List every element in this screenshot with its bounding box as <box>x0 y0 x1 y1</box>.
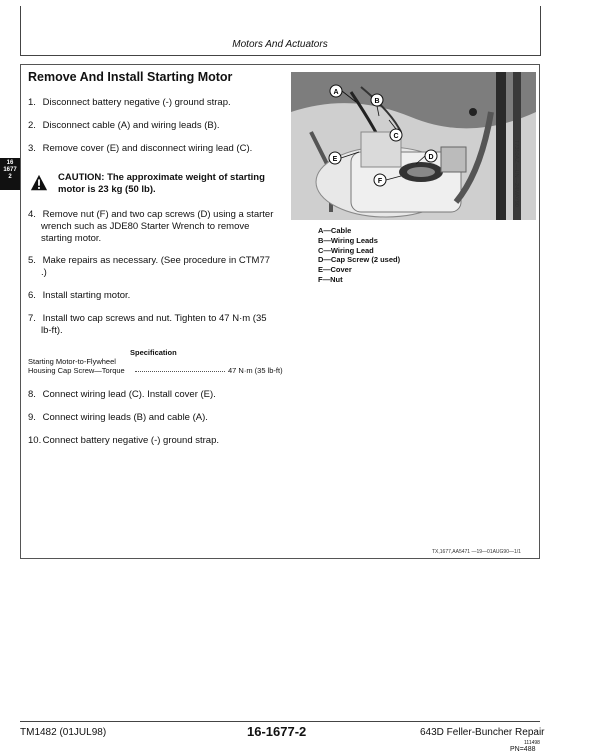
callout-D: D <box>428 154 434 161</box>
footer-manual-id: TM1482 (01JUL98) <box>20 727 107 738</box>
step-3: 3. Remove cover (E) and disconnect wiring lead (C). <box>28 143 253 154</box>
figure-code: TX,1677,AA5471 —19—01AUG90—1/1 <box>432 549 521 555</box>
legend-item: A—Cable <box>318 226 352 235</box>
callout-A: A <box>333 89 339 96</box>
section-tab-line1: 16 <box>6 160 14 166</box>
section-title: Remove And Install Starting Motor <box>28 70 233 84</box>
footer-rule <box>20 721 540 722</box>
frame-right-rule <box>540 6 541 56</box>
step-6: 6. Install starting motor. <box>28 290 131 301</box>
spec-heading: Specification <box>130 348 177 357</box>
section-tab <box>0 158 20 190</box>
page-header-title: Motors And Actuators <box>232 39 328 50</box>
step-2: 2. Disconnect cable (A) and wiring leads (B). <box>28 120 220 131</box>
header-rule <box>20 55 540 56</box>
spec-leader-dots <box>135 371 225 372</box>
footer-pn: PN=488 <box>510 746 536 753</box>
footer-page-number: 16-1677-2 <box>247 724 307 739</box>
spec-value: 47 N·m (35 lb-ft) <box>228 366 283 375</box>
callout-E: E <box>332 156 338 163</box>
legend-item: E—Cover <box>318 265 352 275</box>
step-1: 1. Disconnect battery negative (-) ground strap. <box>28 97 231 108</box>
caution-block <box>28 170 288 200</box>
section-tab-line2: 1677 <box>3 167 17 173</box>
section-tab-line3: 2 <box>8 174 12 180</box>
spec-line-2: Housing Cap Screw—Torque <box>28 366 125 375</box>
callout-B: B <box>374 98 380 105</box>
step-8: 8. Connect wiring lead (C). Install cover (E). <box>28 389 216 400</box>
caution-text: CAUTION: The approximate weight of starting motor is 23 kg (50 lb). <box>58 172 265 195</box>
spec-line-1: Starting Motor-to-Flywheel <box>28 357 116 366</box>
callout-C: C <box>393 133 399 140</box>
step-4: 4. Remove nut (F) and two cap screws (D) using a starter wrench such as JDE80 Starter Wrench to remove starting motor. <box>28 209 274 244</box>
legend-item: D—Cap Screw (2 used) <box>318 255 401 265</box>
step-5: 5. Make repairs as necessary. (See procedure in CTM77 .) <box>28 255 271 278</box>
step-10: 10. Connect battery negative (-) ground strap. <box>28 435 220 446</box>
footer-manual-title: 643D Feller-Buncher Repair <box>420 727 545 738</box>
warning-triangle-icon <box>30 174 48 192</box>
photo-id: T7350AZ —UN—24MAY90 <box>513 140 519 207</box>
photo-illustration <box>291 72 536 220</box>
legend-item: F—Nut <box>318 274 343 284</box>
legend-item: B—Wiring Leads <box>318 235 378 245</box>
step-7: 7. Install two cap screws and nut. Tighten to 47 N·m (35 lb-ft). <box>28 313 267 336</box>
footer-date-code: 111498 <box>524 740 540 746</box>
starter-motor-photo <box>291 72 536 220</box>
callout-F: F <box>377 178 383 185</box>
figure-legend <box>318 226 400 285</box>
step-9: 9. Connect wiring leads (B) and cable (A). <box>28 412 208 423</box>
legend-item: C—Wiring Lead <box>318 245 374 255</box>
